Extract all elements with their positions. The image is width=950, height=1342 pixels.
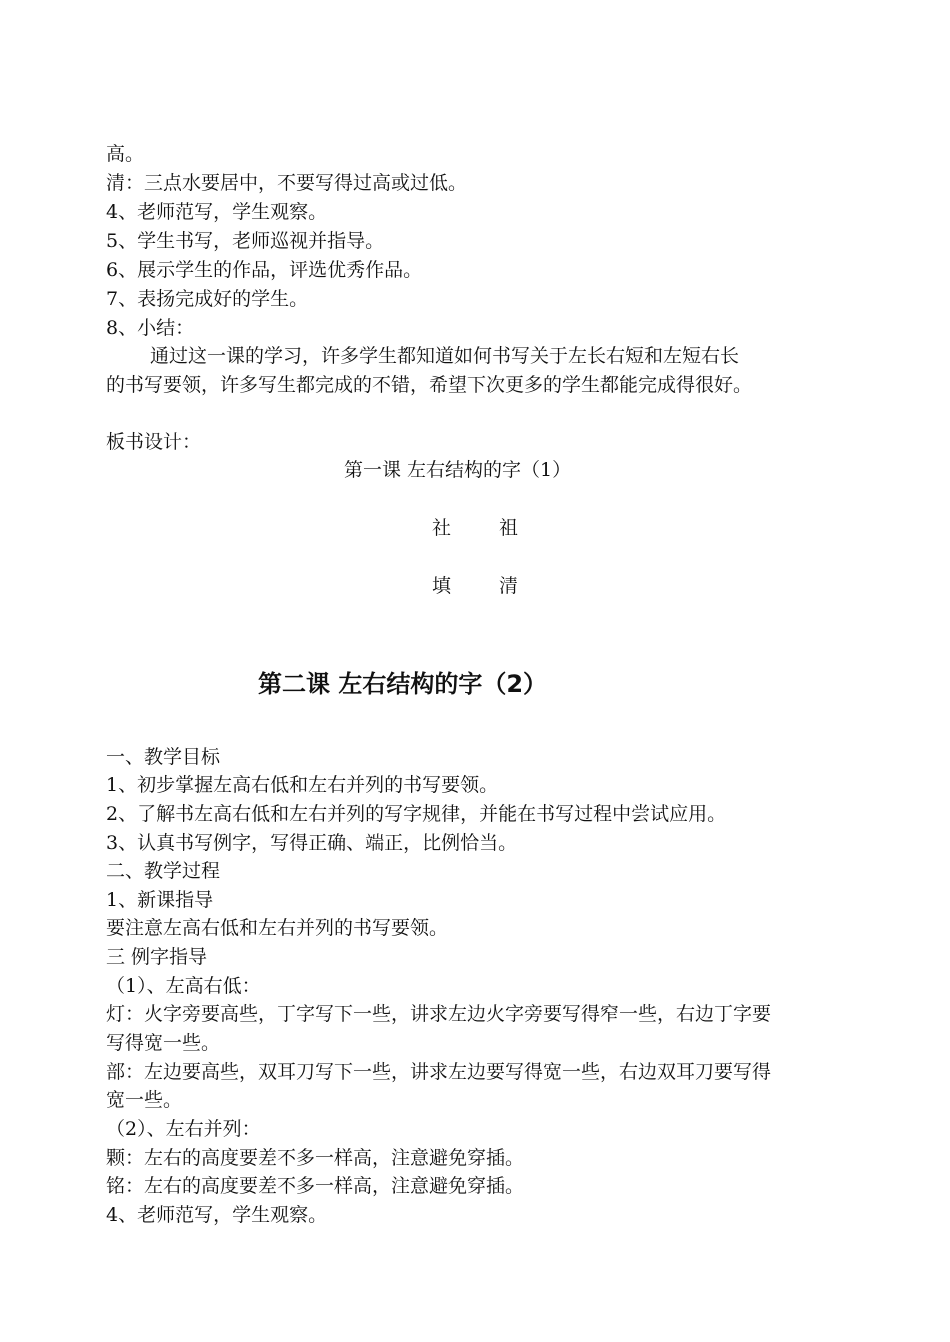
text-line: 清：三点水要居中，不要写得过高或过低。 [106,172,468,194]
text-line: 2、了解书左高右低和左右并列的写字规律，并能在书写过程中尝试应用。 [106,803,727,825]
text-line: 写得宽一些。 [106,1032,221,1054]
text-line: 1、初步掌握左高右低和左右并列的书写要领。 [106,774,499,796]
text-line: 5、学生书写，老师巡视并指导。 [106,230,385,252]
text-line: 三 例字指导 [106,946,208,968]
board-title: 第一课 左右结构的字（1） [344,459,572,481]
text-line: （2）、左右并列： [106,1118,261,1140]
summary-line: 通过这一课的学习，许多学生都知道如何书写关于左长右短和左短右长 [150,345,740,367]
text-line: 一、教学目标 [106,746,221,768]
text-line: 宽一些。 [106,1089,183,1111]
text-line: 4、老师范写，学生观察。 [106,1204,328,1226]
text-line: 3、认真书写例字，写得正确、端正，比例恰当。 [106,832,518,854]
text-line: 灯：火字旁要高些，丁字写下一些，讲求左边火字旁要写得窄一些，右边丁字要 [106,1003,772,1025]
text-line: 高。 [106,143,145,165]
text-line: 二、教学过程 [106,860,221,882]
text-line: （1）、左高右低： [106,975,261,997]
board-char: 填 [432,575,452,597]
text-line: 8、小结： [106,317,195,339]
lesson-title: 第二课 左右结构的字（2） [258,670,548,698]
text-line: 要注意左高右低和左右并列的书写要领。 [106,917,449,939]
board-char: 清 [499,575,519,597]
board-char: 社 [432,517,452,539]
board-design-label: 板书设计： [106,431,202,453]
text-line: 铭：左右的高度要差不多一样高，注意避免穿插。 [106,1175,525,1197]
summary-line: 的书写要领，许多写生都完成的不错，希望下次更多的学生都能完成得很好。 [106,374,753,396]
text-line: 4、老师范写，学生观察。 [106,201,328,223]
text-line: 部：左边要高些，双耳刀写下一些，讲求左边要写得宽一些，右边双耳刀要写得 [106,1061,772,1083]
text-line: 6、展示学生的作品，评选优秀作品。 [106,259,423,281]
text-line: 颗：左右的高度要差不多一样高，注意避免穿插。 [106,1147,525,1169]
board-char: 祖 [499,517,519,539]
text-line: 7、表扬完成好的学生。 [106,288,309,310]
text-line: 1、新课指导 [106,889,214,911]
